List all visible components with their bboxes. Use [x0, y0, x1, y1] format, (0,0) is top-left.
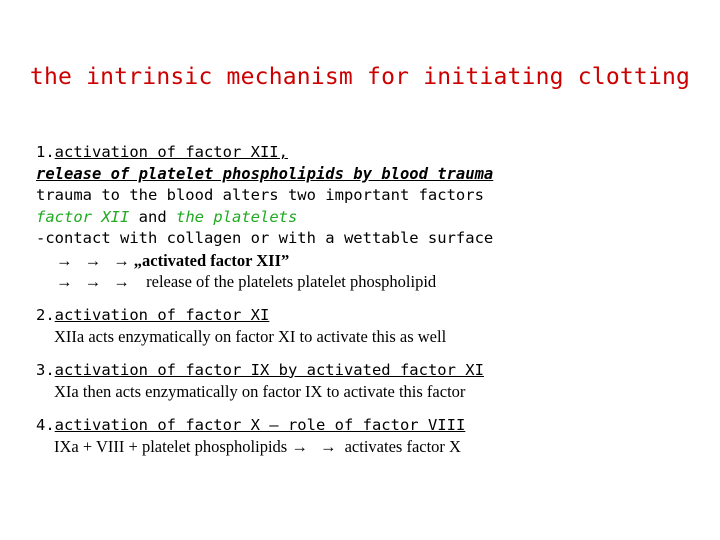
- section-1-factors-line: [36, 207, 706, 229]
- arrows-1: → → →: [56, 250, 134, 270]
- page-title: the intrinsic mechanism for initiating clotting: [29, 64, 691, 90]
- release-text: release of the platelets platelet phospholipid: [146, 272, 437, 291]
- section-1-activated-line: [36, 250, 706, 272]
- activated-factor-xii: „activated factor XII”: [133, 250, 290, 270]
- section-4-title: activation of factor X – role of factor VIII: [54, 415, 466, 434]
- platelets-label: the platelets: [176, 207, 298, 226]
- section-1-contact-line: -contact with collagen or with a wettable surface: [36, 229, 494, 247]
- section-1-heading: [36, 142, 706, 164]
- section-1-release-line: [36, 271, 706, 293]
- section-3-heading: [36, 360, 706, 382]
- section-2-number: 2.: [36, 305, 55, 324]
- section-4-text-before: IXa + VIII + platelet phospholipids: [54, 437, 292, 456]
- section-1-line-1: trauma to the blood alters two important factors: [36, 186, 484, 204]
- and-text: and: [129, 207, 176, 226]
- section-2-title: activation of factor XI: [54, 305, 270, 324]
- section-4-number: 4.: [36, 415, 55, 434]
- content-body: [36, 142, 706, 458]
- section-3-number: 3.: [36, 360, 55, 379]
- arrows-3: → →: [291, 437, 341, 456]
- section-1-number: 1.: [36, 143, 55, 161]
- factor-xii-label: factor XII: [36, 207, 130, 226]
- section-3-title: activation of factor IX by activated factor XI: [54, 360, 484, 379]
- arrows-2: → → →: [56, 272, 134, 291]
- section-2-text: XIIa acts enzymatically on factor XI to activate this as well: [54, 327, 447, 346]
- section-1-subheading: release of platelet phospholipids by blood trauma: [36, 164, 494, 183]
- section-4-text-after: activates factor X: [340, 437, 461, 456]
- section-2-heading: [36, 305, 706, 327]
- section-4-text: [36, 436, 706, 458]
- section-4-heading: [36, 415, 706, 437]
- section-3-text: XIa then acts enzymatically on factor IX to activate this factor: [54, 382, 466, 401]
- section-1-title: activation of factor XII,: [54, 143, 288, 161]
